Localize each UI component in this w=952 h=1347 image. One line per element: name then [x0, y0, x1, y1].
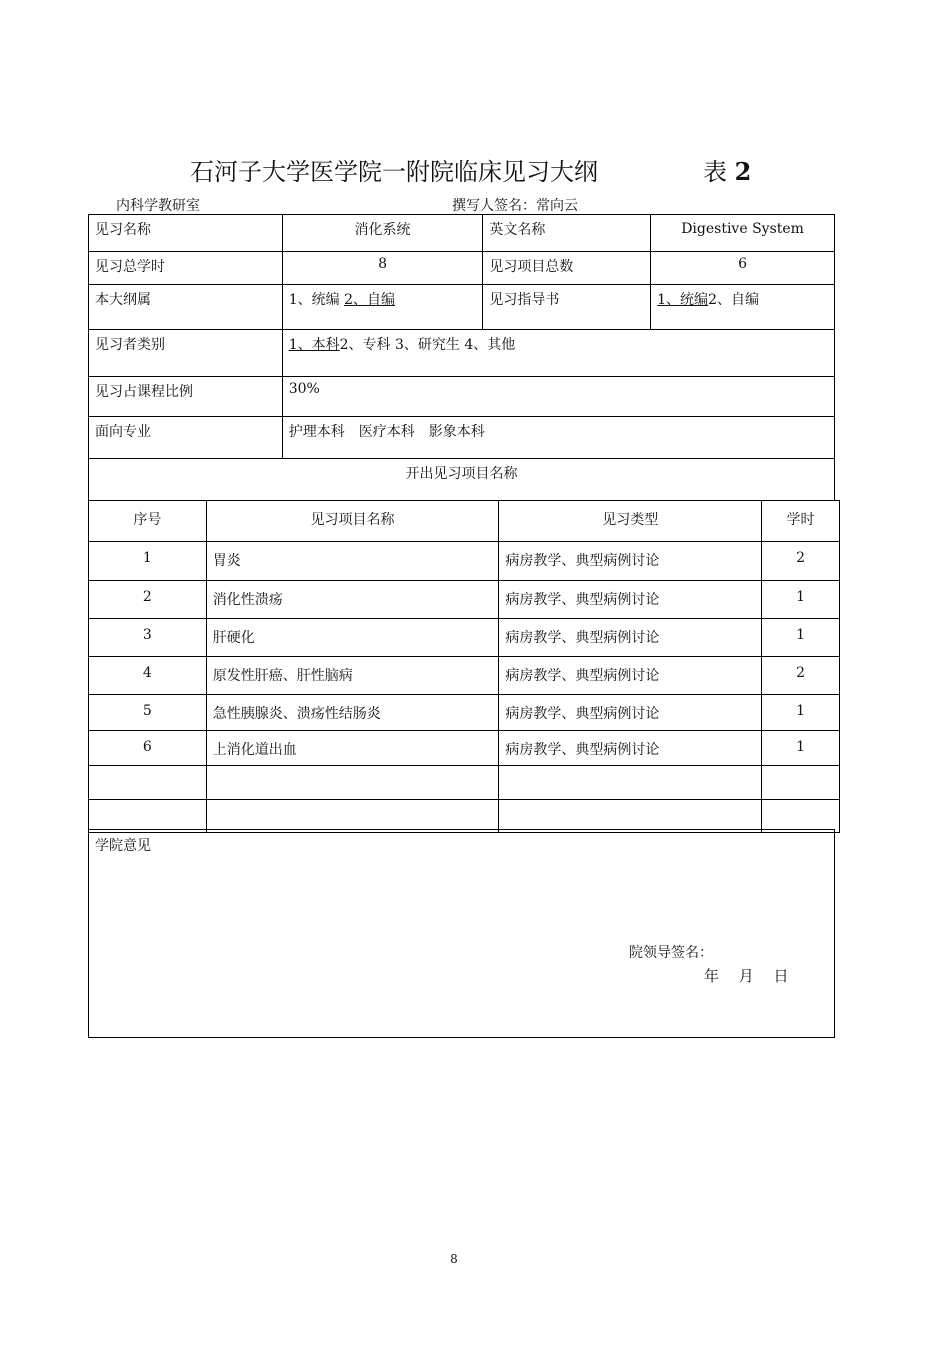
info-row-trainee	[89, 330, 835, 377]
table-row	[89, 731, 840, 766]
row-no: 3	[89, 619, 207, 657]
table-tag-prefix: 表	[703, 158, 727, 186]
table-row-empty	[89, 800, 840, 833]
row-no: 2	[89, 581, 207, 619]
trainee-label: 见习者类别	[89, 330, 283, 377]
row-name: 上消化道出血	[206, 731, 499, 766]
trainee-options	[282, 330, 834, 377]
items-value: 6	[651, 252, 835, 285]
guide-option-2: 2、自编	[708, 292, 759, 308]
row-hours: 1	[762, 619, 840, 657]
page-number: 8	[450, 1252, 458, 1266]
outline-options	[282, 285, 483, 330]
row-hours: 2	[762, 657, 840, 695]
leader-signature-label: 院领导签名：	[629, 945, 713, 961]
info-row-outline	[89, 285, 835, 330]
table-row	[89, 657, 840, 695]
opinion-label: 学院意见	[95, 838, 151, 854]
table-tag	[703, 152, 751, 187]
trainee-other-options: 2、专科 3、研究生 4、其他	[339, 337, 516, 353]
trainee-option-1: 1、本科	[288, 337, 340, 353]
empty-cell	[762, 766, 840, 800]
table-row	[89, 619, 840, 657]
empty-cell	[89, 766, 207, 800]
info-row-major	[89, 417, 835, 459]
english-value: Digestive System	[651, 215, 835, 252]
major-label: 面向专业	[89, 417, 283, 459]
author-label: 撰写人签名：	[452, 198, 536, 214]
info-row-section	[89, 459, 835, 501]
opinion-cell	[89, 830, 835, 1038]
row-name: 急性胰腺炎、溃疡性结肠炎	[206, 695, 499, 731]
header-name: 见习项目名称	[206, 501, 499, 542]
table-row	[89, 695, 840, 731]
info-row-name	[89, 215, 835, 252]
table-row	[89, 581, 840, 619]
empty-cell	[499, 800, 762, 833]
table-row	[89, 542, 840, 581]
row-name: 原发性肝癌、肝性脑病	[206, 657, 499, 695]
empty-cell	[762, 800, 840, 833]
major-value: 护理本科 医疗本科 影象本科	[282, 417, 834, 459]
empty-cell	[89, 800, 207, 833]
items-label: 见习项目总数	[483, 252, 651, 285]
ratio-label: 见习占课程比例	[89, 377, 283, 417]
header-no: 序号	[89, 501, 207, 542]
opinion-table	[88, 829, 835, 1038]
row-type: 病房教学、典型病例讨论	[499, 619, 762, 657]
date-label: 年 月 日	[704, 967, 789, 985]
row-hours: 2	[762, 542, 840, 581]
info-table	[88, 214, 835, 501]
row-hours: 1	[762, 695, 840, 731]
row-type: 病房教学、典型病例讨论	[499, 581, 762, 619]
empty-cell	[499, 766, 762, 800]
empty-cell	[206, 800, 499, 833]
row-no: 6	[89, 731, 207, 766]
department-label: 内科学教研室	[116, 198, 200, 214]
info-row-hours	[89, 252, 835, 285]
header-type: 见习类型	[499, 501, 762, 542]
hours-label: 见习总学时	[89, 252, 283, 285]
guide-options	[651, 285, 835, 330]
header-hours: 学时	[762, 501, 840, 542]
row-name: 胃炎	[206, 542, 499, 581]
table-row-empty	[89, 766, 840, 800]
hours-value: 8	[282, 252, 483, 285]
info-row-ratio	[89, 377, 835, 417]
row-no: 1	[89, 542, 207, 581]
outline-label: 本大纲属	[89, 285, 283, 330]
row-name: 肝硬化	[206, 619, 499, 657]
row-name: 消化性溃疡	[206, 581, 499, 619]
row-hours: 1	[762, 731, 840, 766]
ratio-value: 30%	[282, 377, 834, 417]
empty-cell	[206, 766, 499, 800]
outline-option-2: 2、自编	[344, 292, 395, 308]
english-label: 英文名称	[483, 215, 651, 252]
outline-option-1: 1、统编	[288, 292, 340, 308]
author-signature	[452, 195, 578, 215]
page-title: 石河子大学医学院一附院临床见习大纲	[190, 158, 598, 186]
row-no: 5	[89, 695, 207, 731]
section-title: 开出见习项目名称	[89, 459, 835, 501]
row-hours: 1	[762, 581, 840, 619]
projects-table	[88, 500, 840, 833]
row-type: 病房教学、典型病例讨论	[499, 695, 762, 731]
author-name: 常向云	[536, 198, 578, 214]
table-tag-number: 2	[734, 157, 752, 186]
row-type: 病房教学、典型病例讨论	[499, 657, 762, 695]
name-value: 消化系统	[282, 215, 483, 252]
guide-label: 见习指导书	[483, 285, 651, 330]
name-label: 见习名称	[89, 215, 283, 252]
row-type: 病房教学、典型病例讨论	[499, 731, 762, 766]
guide-option-1: 1、统编	[657, 292, 709, 308]
row-type: 病房教学、典型病例讨论	[499, 542, 762, 581]
row-no: 4	[89, 657, 207, 695]
projects-header-row	[89, 501, 840, 542]
